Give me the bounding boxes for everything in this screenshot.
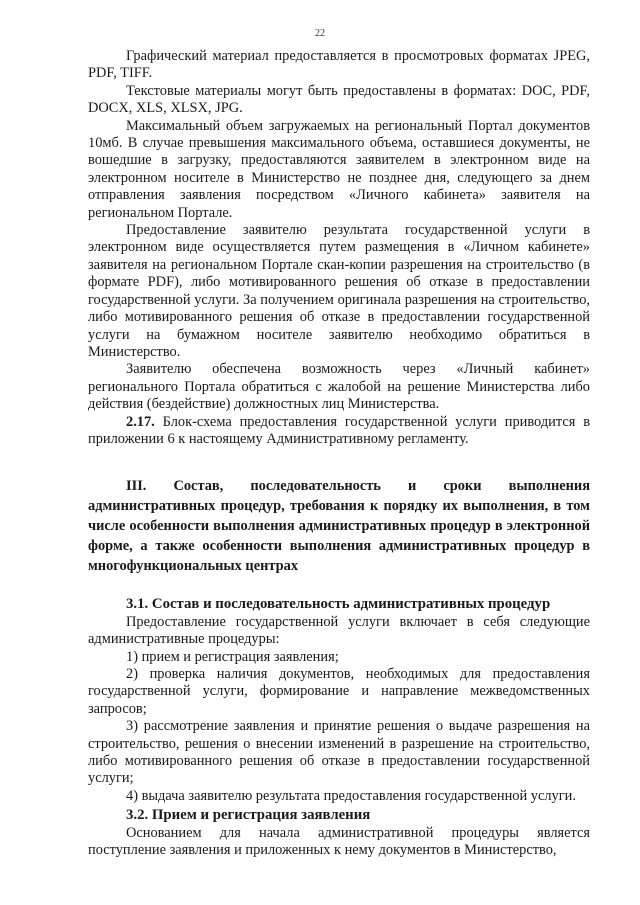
procedure-list-item: 3) рассмотрение заявления и принятие решения о выдаче разрешения на строительство, решения о внесении изменений в разрешение на строительство, либо мотивированного решения об отказе в предоставлении государственной услуги; [88,718,590,787]
paragraph-graphic-formats: Графический материал предоставляется в просмотровых форматах JPEG, PDF, TIFF. [88,48,590,82]
page-content [88,48,590,859]
subsection-heading-3-2: 3.2. Прием и регистрация заявления [126,807,371,824]
paragraph-text-formats: Текстовые материалы могут быть предоставлены в форматах: DOC, PDF, DOCX, XLS, XLSX, JPG. [88,82,590,117]
subsection-heading-3-1: 3.1. Состав и последовательность административных процедур [126,596,551,613]
paragraph-complaint: Заявителю обеспечена возможность через «Личный кабинет» регионального Портала обратиться с жалобой на решение Министерства либо действия (бездействие) должностных лиц Министерства. [88,361,590,413]
paragraph-max-upload-size: Максимальный объем загружаемых на региональный Портал документов 10мб. В случае превышения максимального объема, оставшиеся документы, не вошедшие в загрузку, предоставляются заявителем в электронном виде на электронном носителе в Министерство не позднее дня, следующего за днем отправления заявления посредством «Личного кабинета» заявителя на региональном Портале. [88,117,590,221]
paragraph-result-delivery: Предоставление заявителю результата государственной услуги в электронном виде осуществляется путем размещения в «Личном кабинете» заявителя на региональном Портале скан-копии разрешения на строительство (в формате PDF), либо мотивированного решения об отказе в предоставлении государственной услуги. За получением оригинала разрешения на строительство, либо мотивированного решения об отказе в предоставлении государственной услуги на бумажном носителе заявителю необходимо обратиться в Министерство. [88,222,590,360]
subsection-text: Основанием для начала административной процедуры является поступление заявления и приложенных к нему документов в Министерство, [88,824,590,859]
paragraph-block-diagram [88,414,590,449]
procedure-list-item: 4) выдача заявителю результата предоставления государственной услуги. [126,787,576,804]
section-heading: III. Состав, последовательность и сроки выполнения административных процедур, требования к порядку их выполнения, в том числе особенности выполнения административных процедур в электронной форме, а также особенности выполнения административных процедур в многофункциональных центрах [88,478,590,575]
clause-number: 2.17. [126,413,155,430]
procedure-list-item: 2) проверка наличия документов, необходимых для предоставления государственной услуги, формирование и направление межведомственных запросов; [88,665,590,717]
page-number: 22 [315,28,325,39]
clause-text: Блок-схема предоставления государственной услуги приводится в приложении 6 к настоящему Административному регламенту. [88,413,590,447]
subsection-intro: Предоставление государственной услуги включает в себя следующие административные процедуры: [88,613,590,648]
procedure-list-item: 1) прием и регистрация заявления; [126,648,339,665]
